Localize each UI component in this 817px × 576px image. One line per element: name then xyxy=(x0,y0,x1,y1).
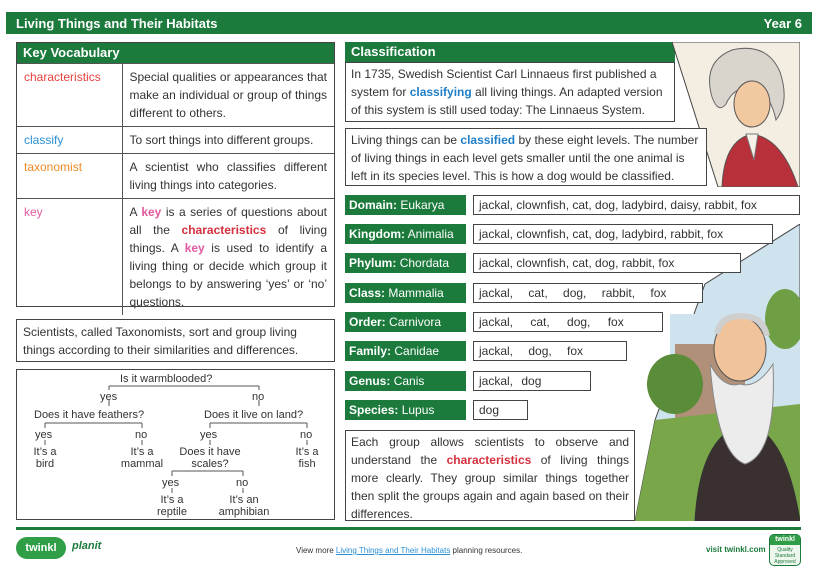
vocab-row xyxy=(17,64,334,127)
classification-summary: Each group allows scientists to observe and understand the characteristics of living things more clearly. They group similar things together then split the groups again and again based on their differences. xyxy=(345,430,635,521)
rank-label: Family: Canidae xyxy=(345,341,466,361)
key-question: Does it have scales? xyxy=(179,446,241,470)
vocab-term: key xyxy=(17,199,122,316)
levels-explanation: Living things can be classified by these eight levels. The number of living things in each level gets smaller until the one animal is left in its species level. This is how a dog would be classified. xyxy=(345,128,707,186)
vocab-row xyxy=(17,154,334,199)
year-label: Year 6 xyxy=(763,15,802,31)
rank-label: Order: Carnivora xyxy=(345,312,466,332)
key-answer-no: no xyxy=(236,477,249,489)
rank-members: jackal, cat, dog, fox xyxy=(473,312,663,332)
vocab-definition: Special qualities or appearances that make an individual or group of things different to others. xyxy=(122,64,334,127)
key-answer-yes: yes xyxy=(35,429,53,441)
rank-label: Class: Mammalia xyxy=(345,283,466,303)
rank-label: Kingdom: Animalia xyxy=(345,224,466,244)
vocab-heading: Key Vocabulary xyxy=(17,43,334,63)
key-result: It’s a bird xyxy=(33,446,57,470)
planning-resources-link[interactable]: Living Things and Their Habitats xyxy=(335,546,451,555)
rank-members: jackal, cat, dog, rabbit, fox xyxy=(473,283,703,303)
vocab-term: classify xyxy=(17,127,122,154)
vocab-term: taxonomist xyxy=(17,154,122,199)
vocab-definition: A scientist who classifies different living things into categories. xyxy=(122,154,334,199)
key-answer-no: no xyxy=(300,429,313,441)
key-question: Does it live on land? xyxy=(204,409,304,421)
linnaeus-intro: In 1735, Swedish Scientist Carl Linnaeus first published a system for classifying all living things. An adapted version of this system is still used today: The Linnaeus System. xyxy=(345,62,675,122)
title-bar xyxy=(6,12,812,34)
footer-view-more: View more Living Things and Their Habitats planning resources. xyxy=(296,546,523,555)
key-answer-yes: yes xyxy=(100,391,118,403)
badge-caption: Quality Standard Approved xyxy=(774,547,796,565)
page-title: Living Things and Their Habitats xyxy=(16,15,218,31)
twinkl-logo[interactable]: twinkl xyxy=(16,537,66,559)
key-result: It’s an amphibian xyxy=(218,494,270,518)
key-vocabulary-panel xyxy=(16,42,335,307)
planit-label: planit xyxy=(72,540,102,552)
visit-twinkl-link[interactable]: visit twinkl.com xyxy=(706,545,766,554)
rank-members: jackal, clownfish, cat, dog, ladybird, daisy, rabbit, fox xyxy=(473,195,800,215)
footer-divider xyxy=(16,527,801,530)
rank-label: Genus: Canis xyxy=(345,371,466,391)
rank-members: jackal, dog, fox xyxy=(473,341,627,361)
vocab-definition: A key is a series of questions about all the characteristics of living things. A key is used to identify a living thing or decide which group it belongs to by answering ‘yes’ or ‘no’ questions. xyxy=(122,199,334,316)
vocab-row xyxy=(17,127,334,154)
rank-members: dog xyxy=(473,400,528,420)
rank-members: jackal, dog xyxy=(473,371,591,391)
rank-members: jackal, clownfish, cat, dog, rabbit, fox xyxy=(473,253,741,273)
key-result: It’s a reptile xyxy=(157,494,187,518)
quality-badge-icon xyxy=(769,534,801,566)
classification-heading: Classification xyxy=(345,42,675,62)
taxonomists-text-box: Scientists, called Taxonomists, sort and group living things according to their similarities and differences. xyxy=(16,319,335,362)
key-result: It’s a mammal xyxy=(120,446,164,470)
vocab-term: characteristics xyxy=(17,64,122,127)
classification-key-tree xyxy=(16,369,335,520)
key-answer-no: no xyxy=(135,429,148,441)
rank-label: Domain: Eukarya xyxy=(345,195,466,215)
vocab-definition: To sort things into different groups. xyxy=(122,127,334,154)
rank-members: jackal, clownfish, cat, dog, ladybird, rabbit, fox xyxy=(473,224,773,244)
vocab-row xyxy=(17,199,334,316)
vocab-table xyxy=(17,63,334,315)
key-answer-yes: yes xyxy=(200,429,218,441)
key-answer-yes: yes xyxy=(162,477,180,489)
key-answer-no: no xyxy=(252,391,265,403)
rank-label: Phylum: Chordata xyxy=(345,253,466,273)
key-question: Is it warmblooded? xyxy=(120,373,213,385)
badge-title: twinkl xyxy=(770,535,800,545)
rank-label: Species: Lupus xyxy=(345,400,466,420)
key-question: Does it have feathers? xyxy=(34,409,145,421)
key-result: It’s a fish xyxy=(295,446,319,470)
